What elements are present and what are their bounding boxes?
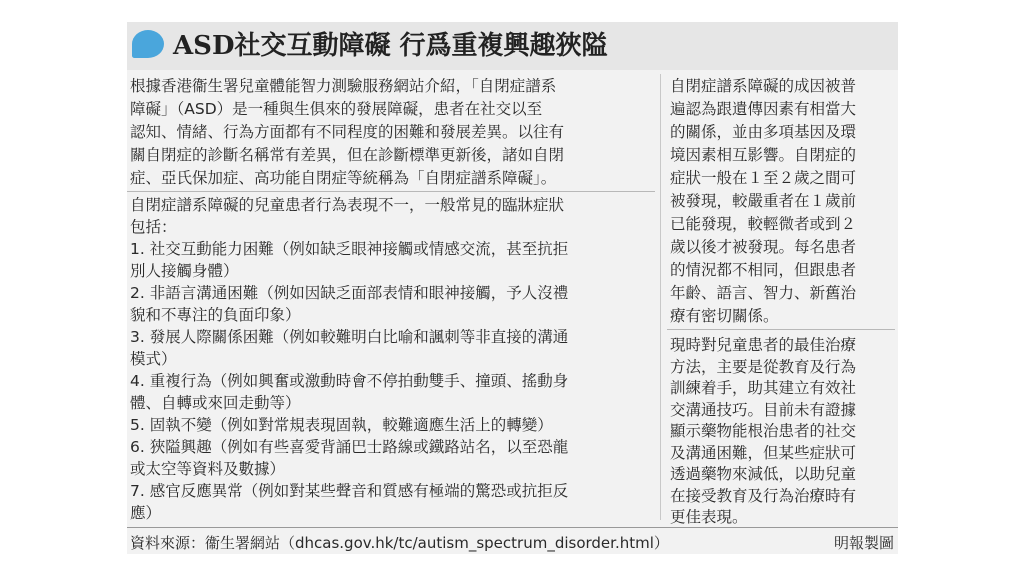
intro-line: 關自閉症的診斷名稱常有差異，但在診斷標準更新後，諸如自閉 [130, 146, 565, 164]
speech-bubble-icon [132, 30, 164, 58]
symptom-item-line: 5. 固執不變（例如對常規表現固執，較難適應生活上的轉變） [130, 416, 553, 434]
treatment-line: 方法，主要是從教育及行為 [670, 357, 857, 376]
footer-divider [127, 527, 898, 528]
symptom-item-line: 2. 非語言溝通困難（例如因缺乏面部表情和眼神接觸，予人沒禮 [130, 284, 569, 302]
symptoms-intro-line: 包括： [130, 218, 177, 236]
symptoms-intro-line: 自閉症譜系障礙的兒童患者行為表現不一，一般常見的臨牀症狀 [130, 196, 565, 214]
symptom-item-line: 4. 重複行為（例如興奮或激動時會不停拍動雙手、撞頭、搖動身 [130, 372, 569, 390]
cause-line: 療有密切關係。 [670, 307, 779, 325]
symptom-item-line: 1. 社交互動能力困難（例如缺乏眼神接觸或情感交流，甚至抗拒 [130, 240, 569, 258]
intro-line: 認知、情緒、行為方面都有不同程度的困難和發展差異。以往有 [130, 123, 565, 141]
section-divider [127, 191, 655, 192]
title-bar [127, 22, 898, 70]
treatment-line: 訓練着手，助其建立有效社 [670, 379, 857, 397]
cause-line: 被發現，較嚴重者在１歲前 [670, 192, 857, 210]
treatment-line: 交溝通技巧。目前未有證據 [670, 400, 857, 419]
symptom-item-line: 別人接觸身體） [130, 262, 239, 280]
symptom-item-line: 或太空等資料及數據） [130, 460, 286, 478]
symptom-item-line: 7. 感官反應異常（例如對某些聲音和質感有極端的驚恐或抗拒反 [130, 482, 569, 500]
treatment-line: 透過藥物來減低，以助兒童 [670, 465, 857, 483]
cause-line: 歲以後才被發現。每名患者 [670, 238, 857, 256]
symptom-item-line: 6. 狹隘興趣（例如有些喜愛背誦巴士路線或鐵路站名，以至恐龍 [130, 438, 569, 456]
cause-line: 年齡、語言、智力、新舊治 [670, 284, 857, 302]
treatment-line: 顯示藥物能根治患者的社交 [670, 422, 857, 440]
page-title: ASD社交互動障礙 行爲重複興趣狹隘 [173, 31, 608, 61]
cause-line: 的情況都不相同，但跟患者 [670, 261, 857, 279]
treatment-line: 更佳表現。 [670, 508, 748, 526]
treatment-line: 及溝通困難，但某些症狀可 [670, 443, 857, 462]
column-divider [660, 74, 661, 520]
treatment-line: 現時對兒童患者的最佳治療 [670, 336, 857, 354]
cause-line: 的關係，並由多項基因及環 [670, 123, 857, 141]
cause-line: 境因素相互影響。自閉症的 [670, 146, 857, 164]
symptom-item-line: 體、自轉或來回走動等） [130, 394, 301, 412]
intro-line: 根據香港衞生署兒童體能智力測驗服務網站介紹，「自閉症譜系 [130, 77, 557, 95]
treatment-line: 在接受教育及行為治療時有 [670, 486, 857, 505]
section-divider [667, 329, 895, 330]
intro-line: 障礙」（ASD）是一種與生俱來的發展障礙，患者在社交以至 [130, 100, 543, 118]
source-note: 資料來源：衞生署網站（dhcas.gov.hk/tc/autism_spectrum_disorder.html） [130, 534, 669, 552]
symptom-item-line: 貌和不專注的負面印象） [130, 306, 301, 324]
cause-line: 遍認為跟遺傳因素有相當大 [670, 100, 857, 118]
symptom-item-line: 模式） [130, 350, 177, 368]
cause-line: 已能發現，較輕微者或到２ [670, 215, 857, 233]
symptom-item-line: 3. 發展人際關係困難（例如較難明白比喻和諷刺等非直接的溝通 [130, 328, 569, 346]
intro-line: 症、亞氏保加症、高功能自閉症等統稱為「自閉症譜系障礙」。 [130, 169, 557, 187]
credit-label: 明報製圖 [834, 534, 895, 552]
cause-line: 自閉症譜系障礙的成因被普 [670, 77, 857, 95]
symptom-item-line: 應） [130, 504, 162, 522]
cause-line: 症狀一般在１至２歲之間可 [670, 169, 857, 187]
